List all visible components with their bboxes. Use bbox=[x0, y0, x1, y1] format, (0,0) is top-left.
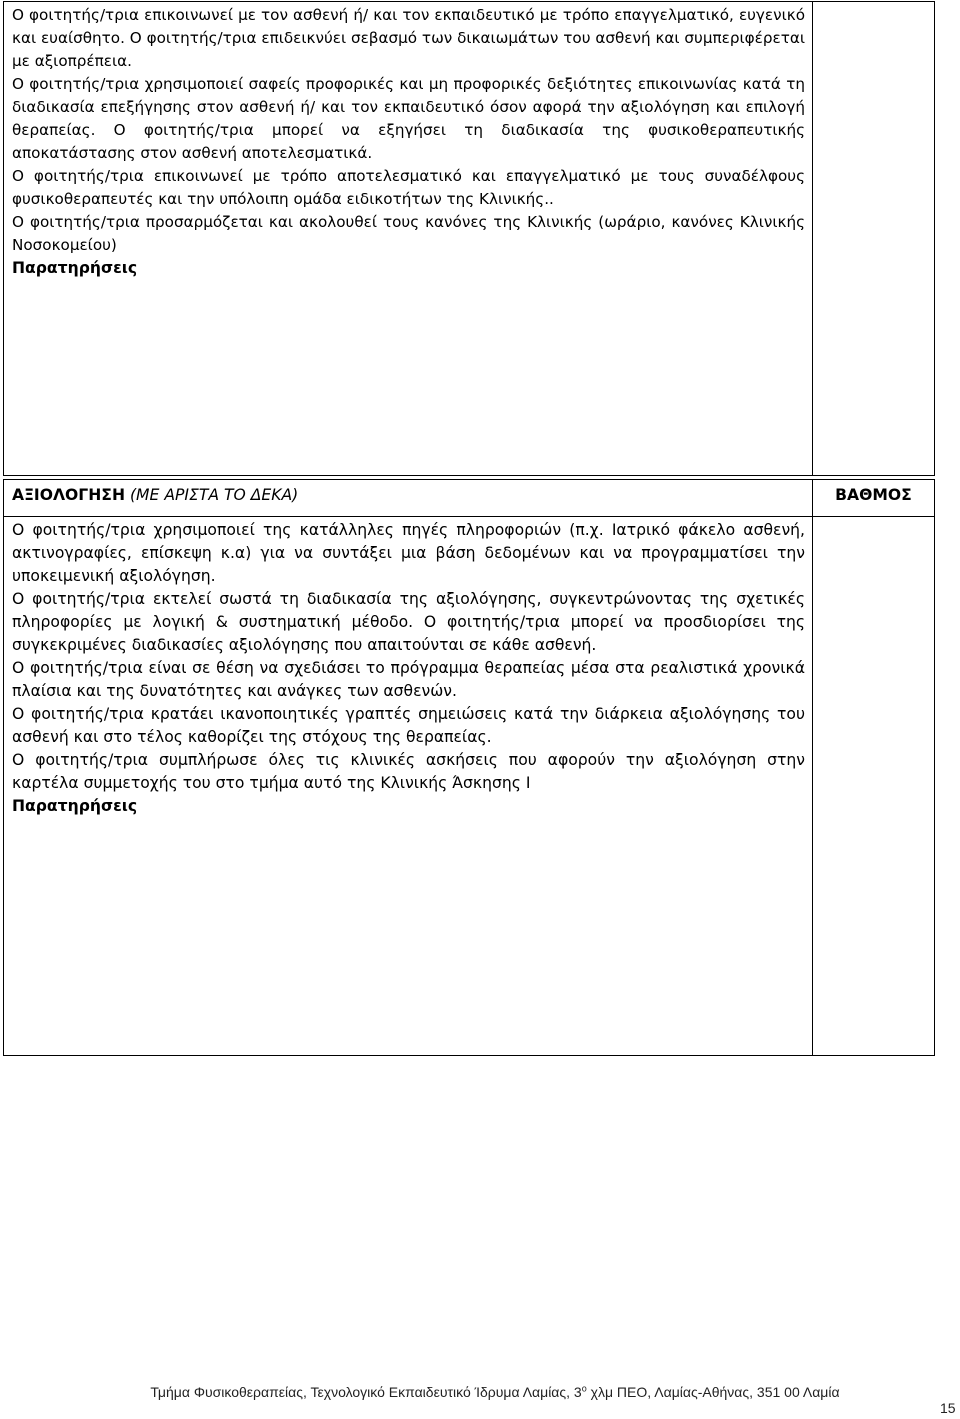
footer-superscript: ο bbox=[581, 1383, 587, 1394]
competencies-table bbox=[3, 1, 935, 476]
page-footer bbox=[0, 1384, 960, 1400]
assessment-criteria-cell bbox=[4, 517, 813, 1056]
assessment-heading-cell bbox=[4, 480, 813, 517]
assessment-paragraph: Ο φοιτητής/τρια είναι σε θέση να σχεδιάσει το πρόγραμμα θεραπείας μέσα στα ρεαλιστικά χρονικά πλαίσια και της δυνατότητες και ανάγκες των ασθενών. bbox=[12, 659, 805, 700]
grade-header: ΒΑΘΜΟΣ bbox=[835, 486, 912, 504]
notes-label: Παρατηρήσεις bbox=[12, 797, 138, 815]
assessment-heading-note: (ΜΕ ΑΡΙΣΤΑ ΤΟ ΔΕΚΑ) bbox=[129, 486, 299, 504]
assessment-heading: ΑΞΙΟΛΟΓΗΣΗ bbox=[12, 486, 125, 504]
page-number: 15 bbox=[940, 1400, 956, 1416]
notes-label: Παρατηρήσεις bbox=[12, 259, 138, 277]
assessment-paragraph: Ο φοιτητής/τρια εκτελεί σωστά τη διαδικασία της αξιολόγησης, συγκεντρώνοντας της σχετικές πληροφορίες με λογική & συστηματική μέθοδο. Ο φοιτητής/τρια μπορεί να προσδιορίσει της συγκεκριμένες διαδικασίες αξιολόγησης που απαιτούνται σε κάθε ασθενή. bbox=[12, 590, 805, 654]
assessment-table bbox=[3, 479, 935, 1056]
grade-cell[interactable] bbox=[813, 517, 935, 1056]
assessment-paragraph: Ο φοιτητής/τρια συμπλήρωσε όλες τις κλινικές ασκήσεις που αφορούν την αξιολόγηση στην καρτέλα συμμετοχής του στο τμήμα αυτό της Κλινικής Άσκησης Ι bbox=[12, 751, 805, 792]
competency-paragraph: Ο φοιτητής/τρια προσαρμόζεται και ακολουθεί τους κανόνες της Κλινικής (ωράριο, κανόνες Κλινικής Νοσοκομείου) bbox=[12, 213, 805, 254]
competency-paragraph: Ο φοιτητής/τρια επικοινωνεί με τρόπο αποτελεσματικό και επαγγελματικό με τους συναδέλφους φυσικοθεραπευτές και την υπόλοιπη ομάδα ειδικοτήτων της Κλινικής.. bbox=[12, 167, 805, 208]
grade-header-cell bbox=[813, 480, 935, 517]
competency-paragraph: Ο φοιτητής/τρια χρησιμοποιεί σαφείς προφορικές και μη προφορικές δεξιότητες επικοινωνίας κατά τη διαδικασία επεξήγησης στον ασθενή ή/ και τον εκπαιδευτικό όσον αφορά την αξιολόγηση και επιλογή θεραπείας. Ο φοιτητής/τρια μπορεί να εξηγήσει τη διαδικασία της φυσικοθεραπευτικής αποκατάστασης στον ασθενή αποτελεσματικά. bbox=[12, 75, 805, 162]
grade-cell[interactable] bbox=[813, 2, 935, 476]
assessment-paragraph: Ο φοιτητής/τρια χρησιμοποιεί της κατάλληλες πηγές πληροφοριών (π.χ. Ιατρικό φάκελο ασθενή, ακτινογραφίες, επίσκεψη κ.α) για να συντάξει μια βάση δεδομένων και να προγραμματίσει την υποκειμενική αξιολόγηση. bbox=[12, 521, 805, 585]
footer-text-end: χλμ ΠΕΟ, Λαμίας-Αθήνας, 351 00 Λαμία bbox=[586, 1384, 840, 1400]
competency-paragraph: Ο φοιτητής/τρια επικοινωνεί με τον ασθενή ή/ και τον εκπαιδευτικό με τρόπο επαγγελματικό, ευγενικό και ευαίσθητο. Ο φοιτητής/τρια επιδεικνύει σεβασμό των δικαιωμάτων του ασθενή και συμπεριφέρεται με αξιοπρέπεια. bbox=[12, 6, 805, 70]
footer-text: Τμήμα Φυσικοθεραπείας, Τεχνολογικό Εκπαιδευτικό Ίδρυμα Λαμίας, 3 bbox=[150, 1384, 582, 1400]
competencies-cell bbox=[4, 2, 813, 476]
assessment-paragraph: Ο φοιτητής/τρια κρατάει ικανοποιητικές γραπτές σημειώσεις κατά την διάρκεια αξιολόγησης του ασθενή και στο τέλος καθορίζει της στόχους της θεραπείας. bbox=[12, 705, 805, 746]
